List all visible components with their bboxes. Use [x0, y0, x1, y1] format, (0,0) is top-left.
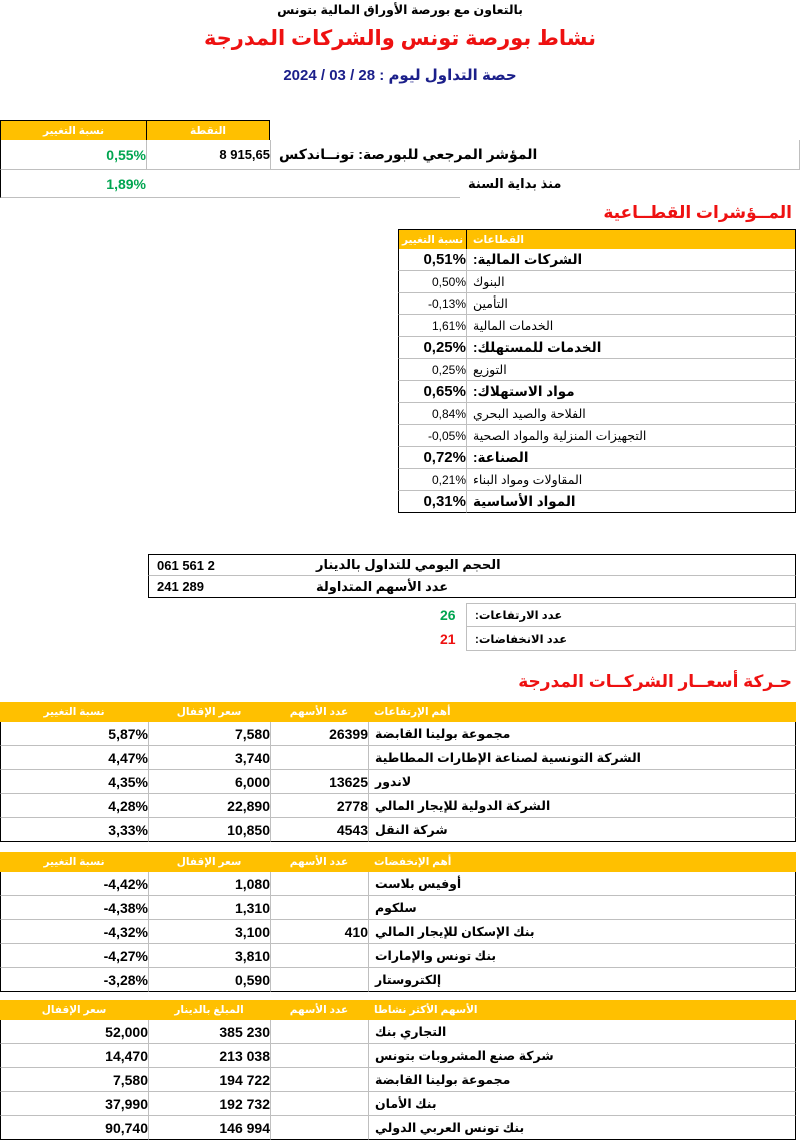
- gainers-header-change: نسبة التغيير: [0, 702, 148, 722]
- loser-close-value: 1,080: [148, 872, 270, 896]
- sector-name-label: الصناعة:: [466, 447, 796, 469]
- index-row-label: المؤشر المرجعي للبورصة: تونــاندكس: [270, 140, 800, 170]
- table-row: [398, 359, 796, 381]
- gainer-shares-value: [270, 746, 368, 770]
- sector-change-value: -0,13%: [398, 293, 466, 315]
- active-amount-value: 192 732: [148, 1092, 270, 1116]
- loser-change-value: -4,27%: [0, 944, 148, 968]
- active-company-name: التجاري بنك: [368, 1020, 796, 1044]
- active-company-name: شركة صنع المشروبات بتونس: [368, 1044, 796, 1068]
- gainer-change-value: 5,87%: [0, 722, 148, 746]
- table-row: [0, 818, 796, 842]
- index-header-point: [146, 120, 270, 140]
- sector-change-value: 0,31%: [398, 491, 466, 513]
- sector-change-value: 0,25%: [398, 359, 466, 381]
- loser-company-name: أوفيس بلاست: [368, 872, 796, 896]
- active-header-amount: المبلغ بالدينار: [148, 1000, 270, 1020]
- gainer-change-value: 4,47%: [0, 746, 148, 770]
- active-company-name: بنك الأمان: [368, 1092, 796, 1116]
- sector-name-label: التجهيزات المنزلية والمواد الصحية: [466, 425, 796, 447]
- active-shares-value: [270, 1020, 368, 1044]
- active-shares-value: [270, 1116, 368, 1140]
- table-row: [398, 293, 796, 315]
- index-ytd-label: منذ بداية السنة: [460, 170, 800, 198]
- gainers-header-shares: عدد الأسهم: [270, 702, 368, 722]
- declines-count-label: عدد الانخفاضات:: [466, 627, 796, 651]
- table-row: [398, 315, 796, 337]
- index-change-value: 0,55%: [0, 140, 146, 170]
- active-header-name: الأسهم الأكثر نشاطا: [368, 1000, 796, 1020]
- sector-name-label: التوزيع: [466, 359, 796, 381]
- sector-change-value: 0,21%: [398, 469, 466, 491]
- table-row: [0, 746, 796, 770]
- table-row: [0, 1092, 796, 1116]
- index-point-value: 8 915,65: [146, 140, 270, 170]
- active-close-value: 14,470: [0, 1044, 148, 1068]
- gainer-shares-value: 4543: [270, 818, 368, 842]
- partner-line: بالتعاون مع بورصة الأوراق المالية بتونس: [277, 3, 523, 17]
- loser-close-value: 0,590: [148, 968, 270, 992]
- loser-company-name: بنك الإسكان للإيجار المالي: [368, 920, 796, 944]
- losers-header-name: أهم الإنخفضات: [368, 852, 796, 872]
- loser-change-value: -4,42%: [0, 872, 148, 896]
- losers-header-close: سعر الإقفال: [148, 852, 270, 872]
- gainer-change-value: 4,35%: [0, 770, 148, 794]
- loser-change-value: -4,32%: [0, 920, 148, 944]
- page-title: نشاط بورصة تونس والشركات المدرجة: [203, 27, 597, 50]
- daily-volume-label: الحجم اليومي للتداول بالدينار: [308, 554, 796, 576]
- table-row: [398, 403, 796, 425]
- active-amount-value: 146 994: [148, 1116, 270, 1140]
- gainer-company-name: شركة النقل: [368, 818, 796, 842]
- active-close-value: 90,740: [0, 1116, 148, 1140]
- table-row: [0, 896, 796, 920]
- losers-header-change: نسبة التغيير: [0, 852, 148, 872]
- table-row: [0, 722, 796, 746]
- shares-traded-label: عدد الأسهم المتداولة: [308, 576, 796, 598]
- loser-close-value: 3,100: [148, 920, 270, 944]
- active-amount-value: 194 722: [148, 1068, 270, 1092]
- gainer-shares-value: 2778: [270, 794, 368, 818]
- table-row: [0, 1020, 796, 1044]
- sector-name-label: الخدمات للمستهلك:: [466, 337, 796, 359]
- sector-change-value: -0,05%: [398, 425, 466, 447]
- table-row: [0, 944, 796, 968]
- table-row: [398, 271, 796, 293]
- shares-traded-value: 289 241: [148, 576, 308, 598]
- gainers-header-name: أهم الإرتفاعات: [368, 702, 796, 722]
- sector-header-change: نسبة التغيير: [398, 229, 466, 249]
- gainer-company-name: الشركة التونسية لصناعة الإطارات المطاطية: [368, 746, 796, 770]
- loser-change-value: -3,28%: [0, 968, 148, 992]
- sector-change-value: 0,25%: [398, 337, 466, 359]
- sector-change-value: 0,84%: [398, 403, 466, 425]
- active-shares-value: [270, 1044, 368, 1068]
- sector-change-value: 0,72%: [398, 447, 466, 469]
- sector-name-label: البنوك: [466, 271, 796, 293]
- table-row: [0, 920, 796, 944]
- active-company-name: مجموعة بولينا القابضة: [368, 1068, 796, 1092]
- daily-volume-value: 2 561 061: [148, 554, 308, 576]
- gainer-close-value: 6,000: [148, 770, 270, 794]
- sector-section-title: المــؤشرات القطــاعية: [603, 203, 792, 222]
- active-shares-value: [270, 1068, 368, 1092]
- gainer-change-value: 3,33%: [0, 818, 148, 842]
- sector-name-label: الفلاحة والصيد البحري: [466, 403, 796, 425]
- prices-section-title: حـركة أسعــار الشركــات المدرجة: [518, 672, 792, 691]
- table-row: [398, 381, 796, 403]
- table-row: [0, 1044, 796, 1068]
- table-row: [0, 770, 796, 794]
- active-amount-value: 213 038: [148, 1044, 270, 1068]
- table-row: [0, 794, 796, 818]
- sector-name-label: التأمين: [466, 293, 796, 315]
- gainer-close-value: 22,890: [148, 794, 270, 818]
- table-row: [398, 337, 796, 359]
- sector-name-label: مواد الاستهلاك:: [466, 381, 796, 403]
- index-header-change: [0, 120, 146, 140]
- active-company-name: بنك تونس العربي الدولي: [368, 1116, 796, 1140]
- gainer-shares-value: 26399: [270, 722, 368, 746]
- sector-name-label: المقاولات ومواد البناء: [466, 469, 796, 491]
- table-row: [398, 249, 796, 271]
- sector-name-label: المواد الأساسية: [466, 491, 796, 513]
- sector-name-label: الخدمات المالية: [466, 315, 796, 337]
- active-close-value: 7,580: [0, 1068, 148, 1092]
- loser-shares-value: [270, 968, 368, 992]
- sector-change-value: 1,61%: [398, 315, 466, 337]
- loser-close-value: 3,810: [148, 944, 270, 968]
- sector-name-label: الشركات المالية:: [466, 249, 796, 271]
- active-amount-value: 385 230: [148, 1020, 270, 1044]
- gainer-close-value: 7,580: [148, 722, 270, 746]
- losers-header-shares: عدد الأسهم: [270, 852, 368, 872]
- loser-close-value: 1,310: [148, 896, 270, 920]
- index-ytd-spacer: [146, 170, 460, 198]
- table-row: [0, 1068, 796, 1092]
- loser-shares-value: [270, 944, 368, 968]
- sector-change-value: 0,65%: [398, 381, 466, 403]
- session-date: حصة التداول ليوم : 28 / 03 / 2024: [283, 67, 517, 84]
- table-row: [0, 140, 800, 170]
- active-close-value: 52,000: [0, 1020, 148, 1044]
- active-header-close: سعر الإقفال: [0, 1000, 148, 1020]
- table-row: [0, 170, 800, 198]
- loser-company-name: إلكتروستار: [368, 968, 796, 992]
- gainer-company-name: لاندور: [368, 770, 796, 794]
- gainer-close-value: 3,740: [148, 746, 270, 770]
- advances-count-value: 26: [440, 603, 466, 627]
- gainers-header-close: سعر الإقفال: [148, 702, 270, 722]
- sector-change-value: 0,50%: [398, 271, 466, 293]
- loser-company-name: بنك تونس والإمارات: [368, 944, 796, 968]
- active-header-shares: عدد الأسهم: [270, 1000, 368, 1020]
- index-ytd-change-value: 1,89%: [0, 170, 146, 198]
- table-row: [0, 872, 796, 896]
- loser-shares-value: [270, 872, 368, 896]
- loser-company-name: سلكوم: [368, 896, 796, 920]
- loser-shares-value: [270, 896, 368, 920]
- table-row: [398, 469, 796, 491]
- active-close-value: 37,990: [0, 1092, 148, 1116]
- table-row: [0, 1116, 796, 1140]
- declines-count-value: 21: [440, 627, 466, 651]
- loser-change-value: -4,38%: [0, 896, 148, 920]
- gainer-change-value: 4,28%: [0, 794, 148, 818]
- table-row: [398, 491, 796, 513]
- gainer-company-name: الشركة الدولية للإيجار المالي: [368, 794, 796, 818]
- advances-count-label: عدد الارتفاعات:: [466, 603, 796, 627]
- gainer-shares-value: 13625: [270, 770, 368, 794]
- index-header-point-label: النقطة: [146, 120, 270, 140]
- gainer-company-name: مجموعة بولينا القابضة: [368, 722, 796, 746]
- table-row: [398, 447, 796, 469]
- loser-shares-value: 410: [270, 920, 368, 944]
- index-header-change-label: نسبة التغيير: [0, 120, 146, 140]
- sector-header-name: القطاعات: [466, 229, 796, 249]
- sector-change-value: 0,51%: [398, 249, 466, 271]
- table-row: [0, 968, 796, 992]
- gainer-close-value: 10,850: [148, 818, 270, 842]
- active-shares-value: [270, 1092, 368, 1116]
- table-row: [398, 425, 796, 447]
